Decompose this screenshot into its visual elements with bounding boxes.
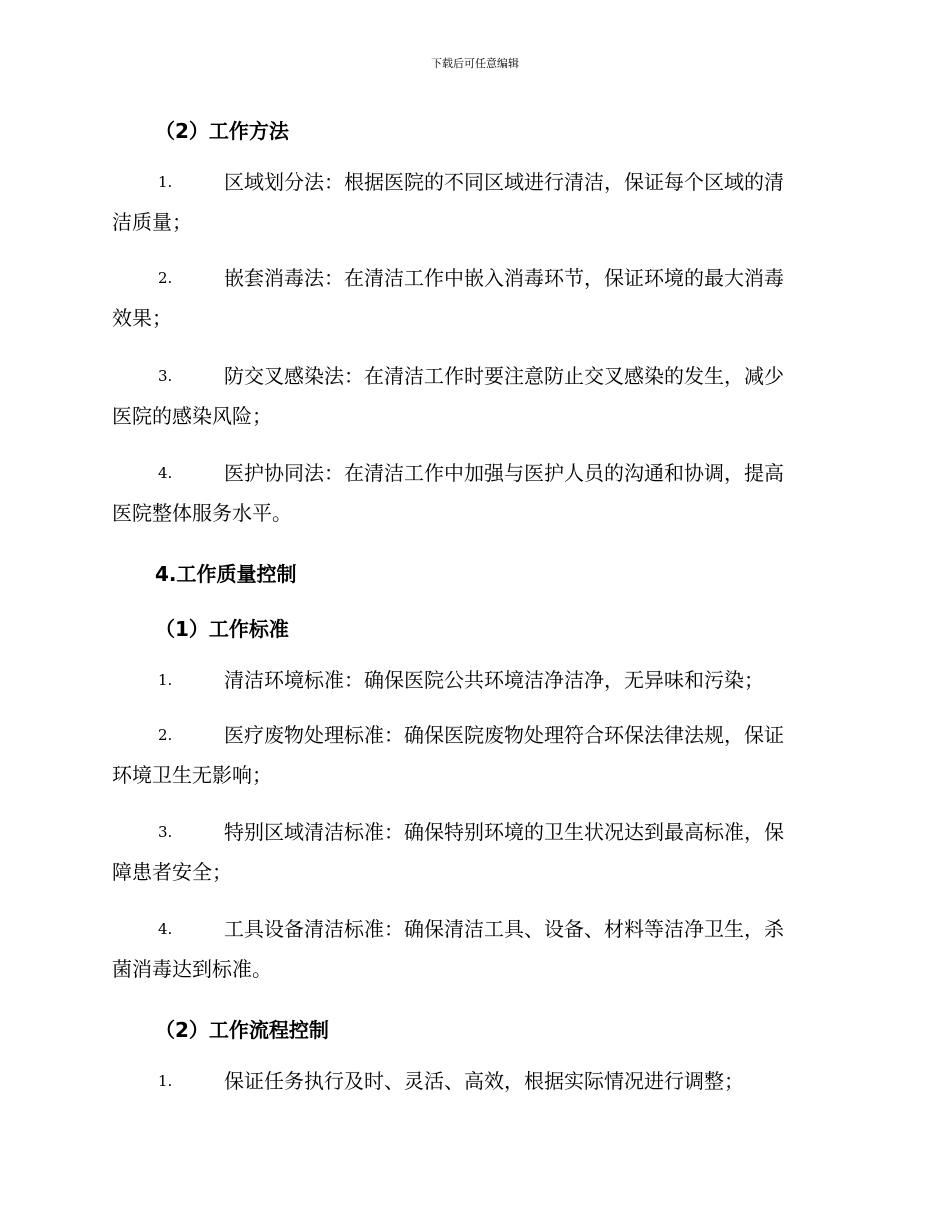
- list-item-text-line2: 环境卫生无影响；: [112, 763, 272, 787]
- list-item-text-line1: 工具设备清洁标准：确保清洁工具、设备、材料等洁净卫生，杀: [224, 917, 784, 941]
- list-item-number: 2.: [158, 726, 173, 744]
- list-item-number: 1.: [158, 1072, 173, 1090]
- list-item-text-line1: 保证任务执行及时、灵活、高效，根据实际情况进行调整；: [224, 1069, 744, 1093]
- section-heading-quality-control: 4.工作质量控制: [155, 562, 297, 586]
- list-item: [112, 356, 832, 436]
- list-item-number: 1.: [158, 173, 173, 191]
- list-item-text-line2: 菌消毒达到标准。: [112, 957, 272, 981]
- list-item-text-line1: 特别区域清洁标准：确保特别环境的卫生状况达到最高标准，保: [224, 820, 784, 844]
- list-item: [112, 812, 832, 892]
- list-item-number: 2.: [158, 269, 173, 287]
- list-item-text-line1: 防交叉感染法：在清洁工作时要注意防止交叉感染的发生，减少: [224, 364, 784, 388]
- list-item-number: 4.: [158, 464, 173, 482]
- list-item-text-line1: 清洁环境标准：确保医院公共环境洁净洁净，无异味和污染；: [224, 668, 764, 692]
- list-item-text-line1: 医护协同法：在清洁工作中加强与医护人员的沟通和协调，提高: [224, 461, 784, 485]
- section-heading-work-methods: （2）工作方法: [155, 119, 289, 143]
- list-item-number: 4.: [158, 920, 173, 938]
- list-item: [112, 1061, 832, 1101]
- list-item-text-line1: 医疗废物处理标准：确保医院废物处理符合环保法律法规，保证: [224, 723, 784, 747]
- list-item-number: 3.: [158, 823, 173, 841]
- list-item-text-line2: 医院整体服务水平。: [112, 501, 292, 525]
- list-item: [112, 715, 832, 795]
- section-heading-workflow-control: （2）工作流程控制: [155, 1018, 329, 1042]
- list-item-number: 3.: [158, 367, 173, 385]
- list-item: [112, 453, 832, 533]
- section-heading-work-standards: （1）工作标准: [155, 617, 289, 641]
- list-item-text-line1: 区域划分法：根据医院的不同区域进行清洁，保证每个区域的清: [224, 170, 784, 194]
- list-item-text-line2: 效果；: [112, 306, 172, 330]
- list-item-text-line2: 障患者安全；: [112, 860, 232, 884]
- list-item: [112, 258, 832, 338]
- list-item-text-line1: 嵌套消毒法：在清洁工作中嵌入消毒环节，保证环境的最大消毒: [224, 266, 784, 290]
- list-item-text-line2: 洁质量；: [112, 210, 192, 234]
- list-item-text-line2: 医院的感染风险；: [112, 404, 272, 428]
- list-item: [112, 909, 832, 989]
- header-note: 下载后可任意编辑: [431, 57, 519, 70]
- list-item-number: 1.: [158, 671, 173, 689]
- list-item: [112, 162, 832, 242]
- list-item: [112, 660, 832, 700]
